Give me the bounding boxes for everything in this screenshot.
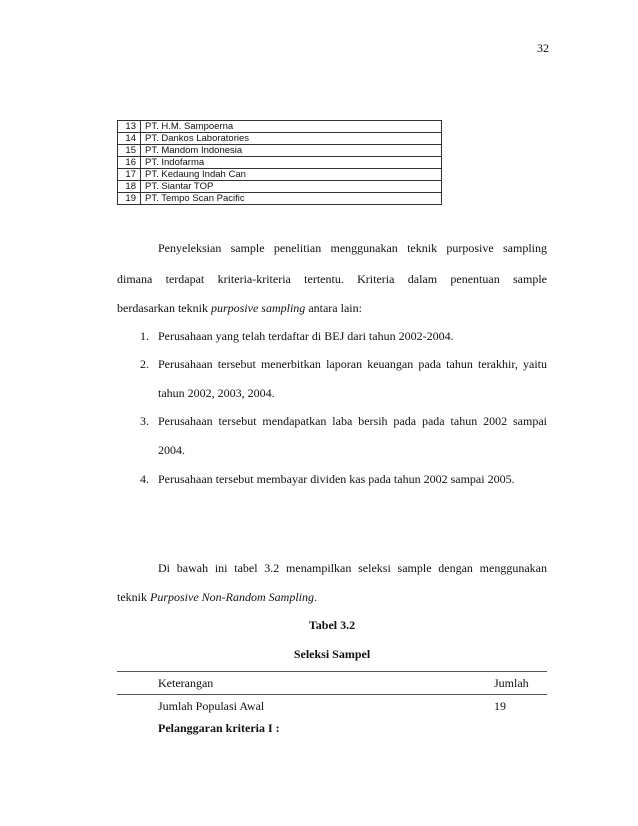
list-item-text: tahun 2002, 2003, 2004. [158, 386, 275, 400]
paragraph-line: dimana terdapat kriteria-kriteria tertentu. Kriteria dalam penentuan sample [117, 272, 547, 286]
company-name: PT. Indofarma [141, 157, 442, 169]
italic-term: purposive sampling [210, 301, 306, 315]
table-row [118, 169, 442, 181]
list-item-text: 2004. [158, 443, 185, 457]
column-header-keterangan: Keterangan [158, 676, 214, 690]
list-number: 1. [140, 329, 149, 343]
row-number: 14 [118, 133, 141, 145]
paragraph-line [117, 590, 547, 604]
list-item-text: Perusahaan tersebut membayar dividen kas pada tahun 2002 sampai 2005. [158, 472, 515, 486]
company-name: PT. Tempo Scan Pacific [141, 193, 442, 205]
row-number: 16 [118, 157, 141, 169]
table-top-rule [117, 671, 547, 672]
list-number: 4. [140, 472, 149, 486]
row-jumlah: 19 [494, 699, 506, 713]
text-span: berdasarkan teknik [117, 301, 211, 315]
row-number: 19 [118, 193, 141, 205]
company-table [117, 120, 442, 205]
table-row [118, 121, 442, 133]
text-span: teknik [117, 590, 150, 604]
table-title: Seleksi Sampel [293, 647, 371, 661]
company-name: PT. Siantar TOP [141, 181, 442, 193]
paragraph-line: Di bawah ini tabel 3.2 menampilkan seleksi sample dengan menggunakan [158, 561, 547, 575]
paragraph-line [117, 301, 547, 315]
row-number: 15 [118, 145, 141, 157]
column-header-jumlah: Jumlah [494, 676, 529, 690]
table-row [118, 157, 442, 169]
list-number: 3. [140, 414, 149, 428]
table-row [118, 181, 442, 193]
company-name: PT. Dankos Laboratories [141, 133, 442, 145]
table-row [118, 133, 442, 145]
table-row [118, 145, 442, 157]
text-span: . [314, 590, 317, 604]
list-item-text: Perusahaan yang telah terdaftar di BEJ dari tahun 2002-2004. [158, 329, 454, 343]
list-number: 2. [140, 357, 149, 371]
table-row [118, 193, 442, 205]
table-caption: Tabel 3.2 [308, 618, 356, 632]
list-item-text: Perusahaan tersebut menerbitkan laporan keuangan pada tahun terakhir, yaitu [158, 357, 547, 371]
page-number: 32 [537, 41, 549, 55]
row-keterangan: Jumlah Populasi Awal [158, 699, 265, 713]
list-item-text: Perusahaan tersebut mendapatkan laba bersih pada pada tahun 2002 sampai [158, 414, 547, 428]
italic-term: Purposive Non-Random Sampling [150, 590, 314, 604]
row-number: 13 [118, 121, 141, 133]
company-name: PT. Kedaung Indah Can [141, 169, 442, 181]
paragraph-line: Penyeleksian sample penelitian menggunakan teknik purposive sampling [158, 241, 547, 255]
section-label: Pelanggaran kriteria I : [158, 721, 280, 735]
row-number: 18 [118, 181, 141, 193]
company-name: PT. Mandom Indonesia [141, 145, 442, 157]
table-header-rule [117, 694, 547, 695]
row-number: 17 [118, 169, 141, 181]
company-name: PT. H.M. Sampoerna [141, 121, 442, 133]
text-span: antara lain: [305, 301, 362, 315]
